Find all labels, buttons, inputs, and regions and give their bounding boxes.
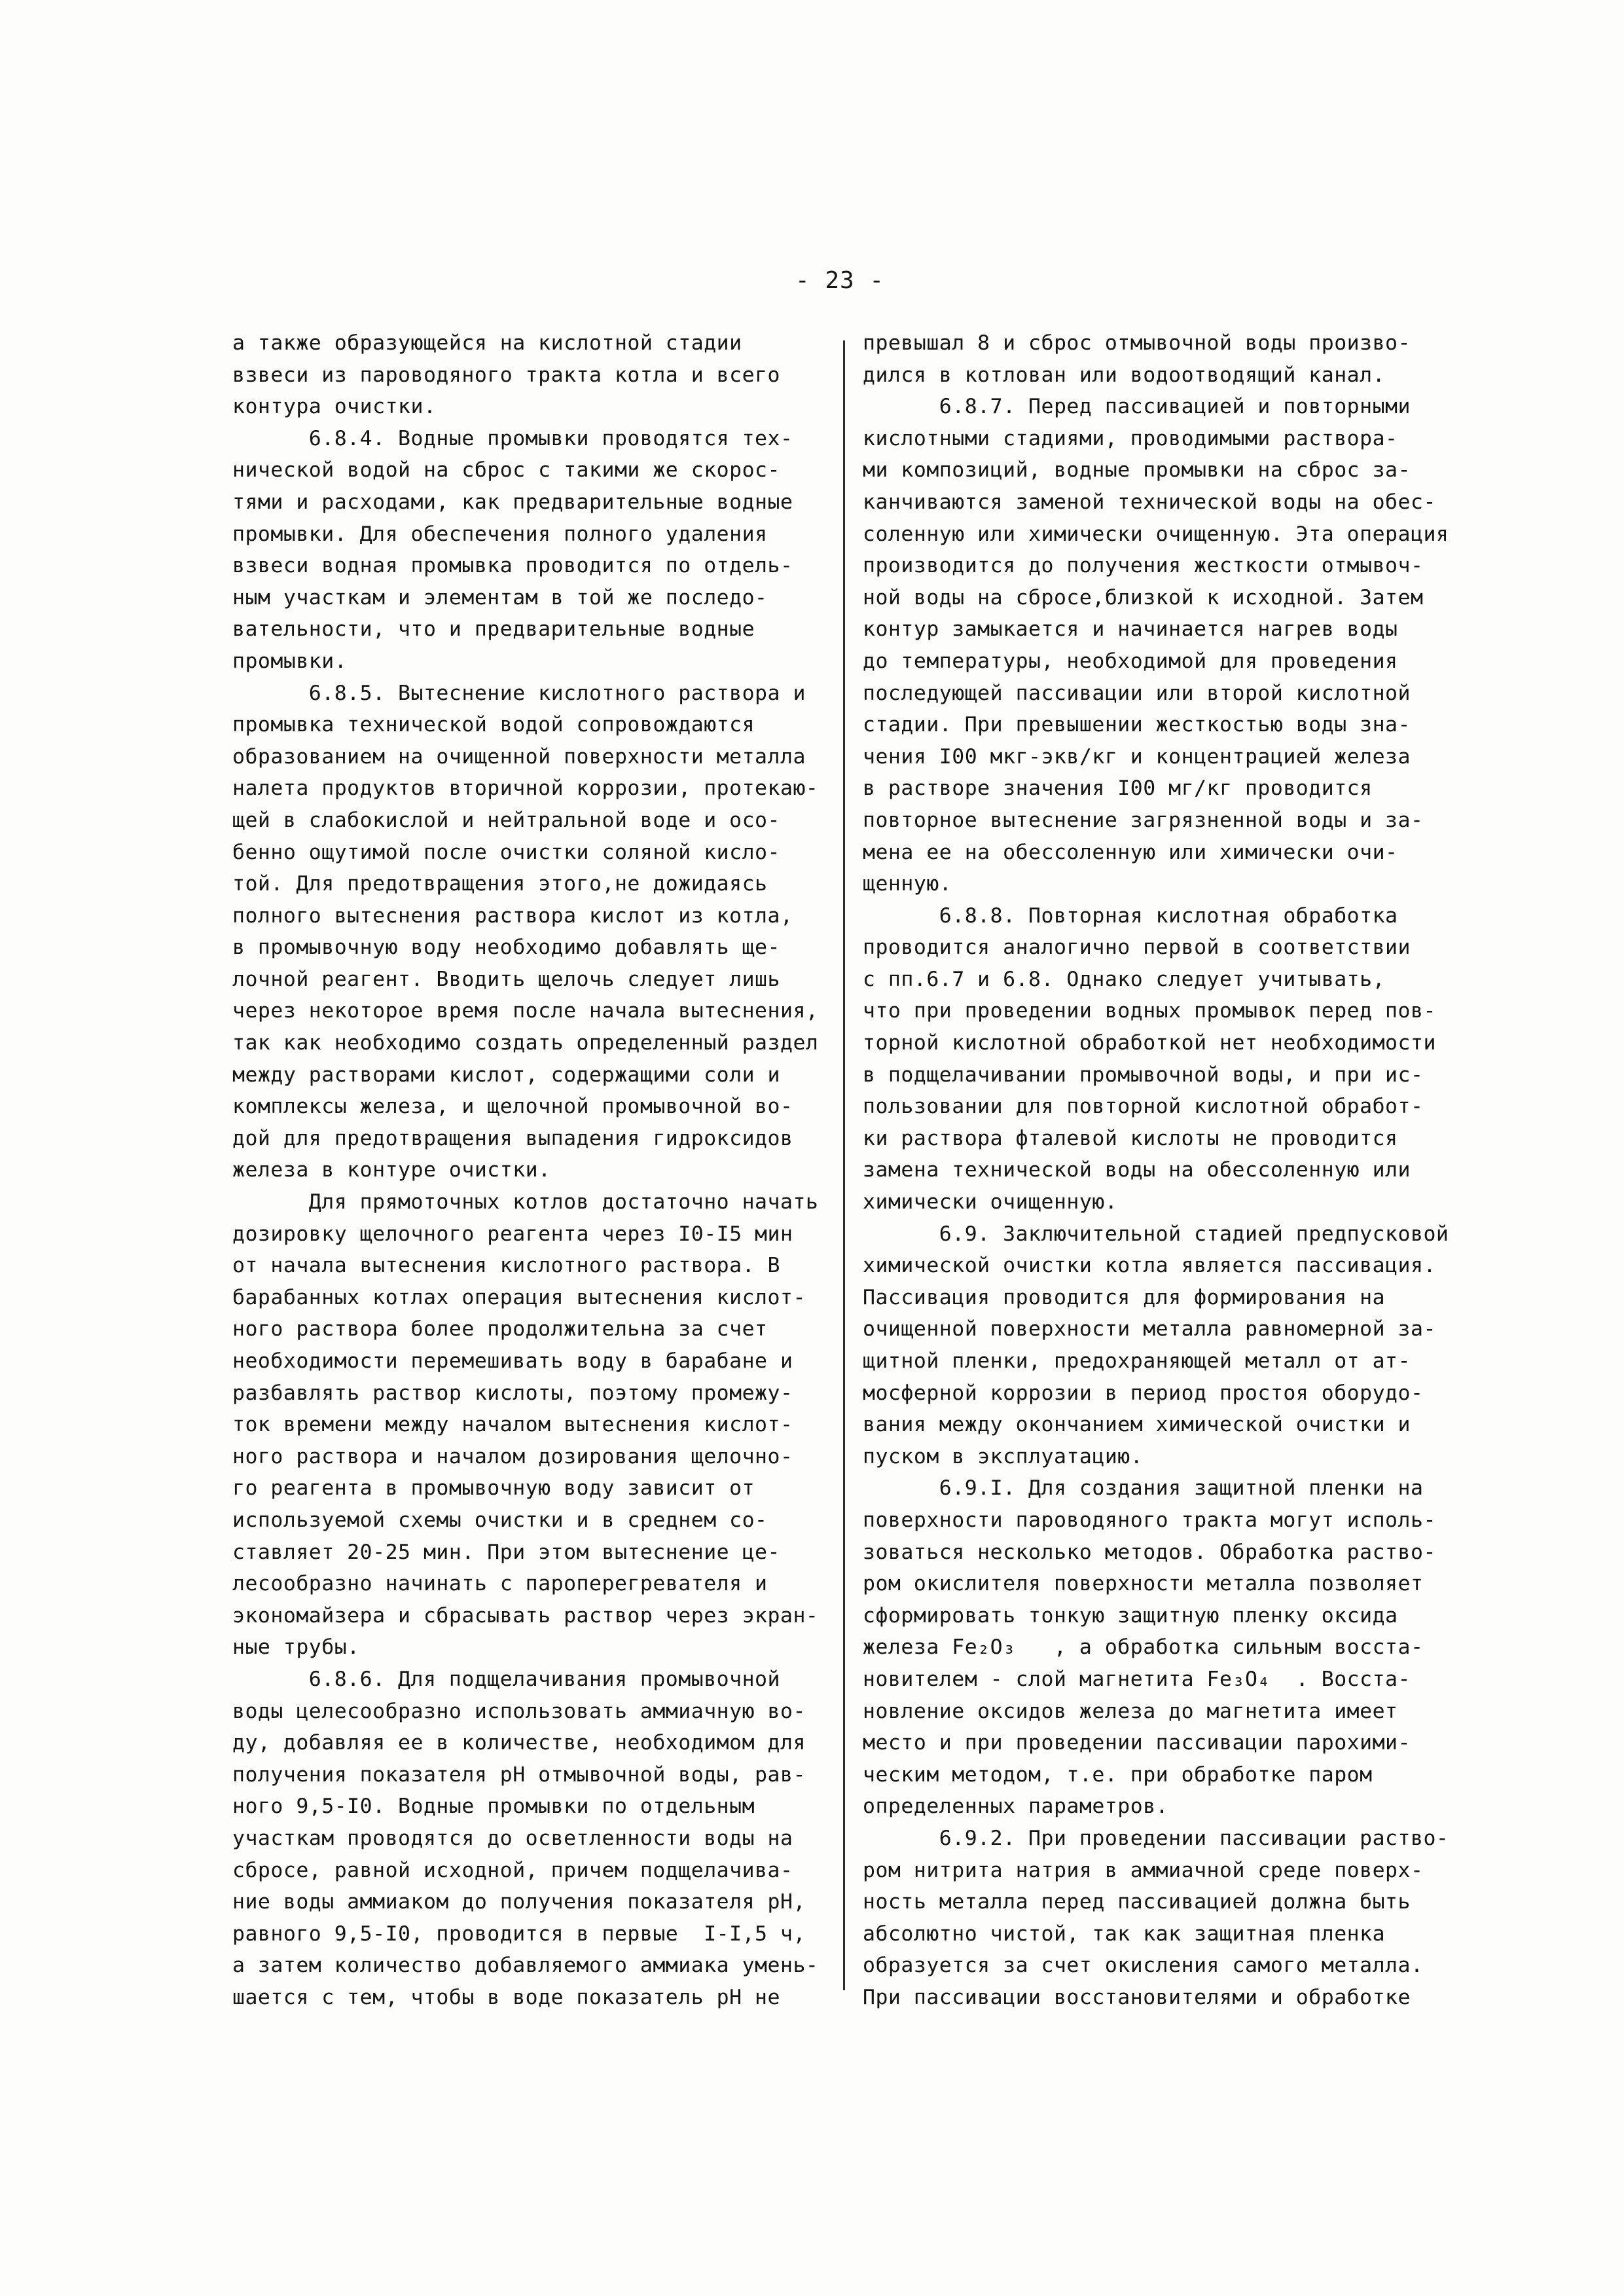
left-text-column [232,327,838,2013]
page-number: - 23 - [795,267,885,294]
text-line: лочной реагент. Вводить щелочь следует лишь [232,967,780,991]
text-line: 6.9. Заключительной стадией предпусковой [863,1222,1449,1246]
text-line: что при проведении водных промывок перед пов- [863,999,1436,1023]
text-line: между растворами кислот, содержащими соли и [232,1063,780,1087]
text-line: той. Для предотвращения этого,не дожидаясь [232,872,768,896]
text-line: чения I00 мкг-экв/кг и концентрацией железа [863,744,1411,769]
text-line: вания между окончанием химической очистки и [863,1413,1411,1437]
text-line: барабанных котлах операция вытеснения кислот- [232,1285,806,1309]
text-line: мена ее на обессоленную или химически очи- [863,840,1398,864]
column-divider [843,340,845,1990]
text-line: контур замыкается и начинается нагрев воды [863,617,1398,642]
text-line: дой для предотвращения выпадения гидроксидов [232,1126,793,1150]
text-line: го реагента в промывочную воду зависит от [232,1476,755,1501]
text-line: контура очистки. [232,395,437,419]
text-line: от начала вытеснения кислотного раствора. В [232,1254,780,1278]
text-line: разбавлять раствор кислоты, поэтому промежу- [232,1381,793,1405]
text-line: пуском в эксплуатацию. [863,1444,1144,1468]
text-line: ром окислителя поверхности металла позволяет [863,1572,1424,1596]
text-line: участкам проводятся до осветленности воды на [232,1826,793,1850]
text-line: 6.8.6. Для подщелачивания промывочной [232,1667,780,1691]
text-line: взвеси из пароводяного тракта котла и всего [232,363,780,387]
text-line: так как необходимо создать определенный раздел [232,1031,819,1055]
text-line: получения показателя pH отмывочной воды, рав- [232,1762,806,1787]
text-line: ной воды на сбросе,близкой к исходной. Затем [863,585,1424,610]
text-line: ние воды аммиаком до получения показателя pH, [232,1890,806,1914]
text-line: торной кислотной обработкой нет необходимости [863,1031,1436,1055]
text-line: канчиваются заменой технической воды на обес- [863,490,1436,514]
text-line: ного раствора более продолжительна за счет [232,1317,768,1341]
text-line: последующей пассивации или второй кислотной [863,681,1411,705]
text-line: нической водой на сброс с такими же скорос- [232,458,780,483]
text-line: бенно ощутимой после очистки соляной кисло- [232,840,780,864]
text-line: через некоторое время после начала вытеснения, [232,999,819,1023]
text-line: поверхности пароводяного тракта могут исполь- [863,1508,1436,1532]
text-line: образованием на очищенной поверхности металла [232,744,806,769]
text-line: налета продуктов вторичной коррозии, протекаю- [232,776,819,801]
text-line: Пассивация проводится для формирования на [863,1285,1386,1309]
text-line: абсолютно чистой, так как защитная пленка [863,1922,1386,1946]
text-line: экономайзера и сбрасывать раствор через экран- [232,1603,819,1628]
text-line: ные трубы. [232,1635,360,1660]
text-line: проводится аналогично первой в соответствии [863,936,1411,960]
text-line: полного вытеснения раствора кислот из котла, [232,903,793,928]
text-line: 6.8.7. Перед пассивацией и повторными [863,395,1411,419]
text-line: ческим методом, т.е. при обработке паром [863,1762,1373,1787]
text-line: железа в контуре очистки. [232,1158,551,1182]
text-line: стадии. При превышении жесткостью воды зна- [863,713,1411,737]
text-line: ром нитрита натрия в аммиачной среде поверх- [863,1858,1424,1882]
text-line: тями и расходами, как предварительные водные [232,490,793,514]
text-line: промывки. [232,649,348,673]
text-line: воды целесообразно использовать аммиачную во- [232,1699,806,1723]
text-line: замена технической воды на обессоленную или [863,1158,1411,1182]
text-line: очищенной поверхности металла равномерной за- [863,1317,1436,1341]
text-line: вательности, что и предварительные водные [232,617,755,642]
text-line: ность металла перед пассивацией должна быть [863,1890,1411,1914]
text-line: необходимости перемешивать воду в барабане и [232,1349,793,1373]
text-line: взвеси водная промывка проводится по отдель- [232,554,793,578]
text-line: железа Fe₂O₃ , а обработка сильным восста- [863,1635,1424,1660]
text-line: ми композиций, водные промывки на сброс за- [863,458,1411,483]
text-line: ного 9,5-I0. Водные промывки по отдельным [232,1795,755,1819]
text-line: комплексы железа, и щелочной промывочной во- [232,1095,793,1119]
text-line: превышал 8 и сброс отмывочной воды произво- [863,331,1411,355]
text-line: кислотными стадиями, проводимыми раствора- [863,426,1398,450]
text-line: химически очищенную. [863,1190,1118,1214]
text-line: ным участкам и элементам в той же последо- [232,585,768,610]
text-line: шается с тем, чтобы в воде показатель pH не [232,1985,780,2009]
text-line: При пассивации восстановителями и обработке [863,1985,1411,2009]
text-line: 6.9.I. Для создания защитной пленки на [863,1476,1424,1501]
text-line: с пп.6.7 и 6.8. Однако следует учитывать, [863,967,1386,991]
text-line: до температуры, необходимой для проведения [863,649,1398,673]
text-line: дился в котлован или водоотводящий канал. [863,363,1386,387]
text-line: щитной пленки, предохраняющей металл от ат- [863,1349,1411,1373]
text-line: сформировать тонкую защитную пленку оксида [863,1603,1398,1628]
text-line: мосферной коррозии в период простоя оборудо- [863,1381,1424,1405]
text-line: используемой схемы очистки и в среднем со- [232,1508,768,1532]
text-line: зоваться несколько методов. Обработка раство- [863,1540,1436,1564]
text-line: повторное вытеснение загрязненной воды и за- [863,808,1424,832]
text-line: образуется за счет окисления самого металла. [863,1954,1424,1978]
text-line: ки раствора фталевой кислоты не проводится [863,1126,1398,1150]
text-line: щей в слабокислой и нейтральной воде и осо- [232,808,780,832]
right-text-column [863,327,1478,2013]
text-line: промывка технической водой сопровождаются [232,713,755,737]
text-line: 6.8.8. Повторная кислотная обработка [863,903,1398,928]
text-line: Для прямоточных котлов достаточно начать [232,1190,819,1214]
text-line: соленную или химически очищенную. Эта операция [863,522,1449,546]
text-line: а также образующейся на кислотной стадии [232,331,742,355]
text-line: лесообразно начинать с пароперегревателя и [232,1572,768,1596]
text-line: ного раствора и началом дозирования щелочно- [232,1444,793,1468]
text-line: место и при проведении пассивации парохими- [863,1731,1411,1755]
text-line: новление оксидов железа до магнетита имеет [863,1699,1398,1723]
text-line: в подщелачивании промывочной воды, и при ис- [863,1063,1424,1087]
text-line: сбросе, равной исходной, причем подщелачива- [232,1858,793,1882]
text-line: 6.8.4. Водные промывки проводятся тех- [232,426,793,450]
text-line: в промывочную воду необходимо добавлять ще- [232,936,780,960]
text-line: щенную. [863,872,952,896]
text-line: определенных параметров. [863,1795,1169,1819]
text-line: дозировку щелочного реагента через I0-I5 мин [232,1222,793,1246]
text-line: 6.9.2. При проведении пассивации раство- [863,1826,1449,1850]
text-line: ду, добавляя ее в количестве, необходимом для [232,1731,806,1755]
text-line: а затем количество добавляемого аммиака умень- [232,1954,819,1978]
text-line: химической очистки котла является пассивация. [863,1254,1436,1278]
text-line: производится до получения жесткости отмывоч- [863,554,1424,578]
text-line: новителем - слой магнетита Fe₃O₄ . Восста- [863,1667,1411,1691]
text-line: промывки. Для обеспечения полного удаления [232,522,768,546]
text-line: равного 9,5-I0, проводится в первые I-I,5 ч, [232,1922,806,1946]
text-line: пользовании для повторной кислотной обработ- [863,1095,1424,1119]
text-line: в растворе значения I00 мг/кг проводится [863,776,1373,801]
text-line: ставляет 20-25 мин. При этом вытеснение це- [232,1540,780,1564]
text-line: 6.8.5. Вытеснение кислотного раствора и [232,681,806,705]
text-line: ток времени между началом вытеснения кислот- [232,1413,793,1437]
